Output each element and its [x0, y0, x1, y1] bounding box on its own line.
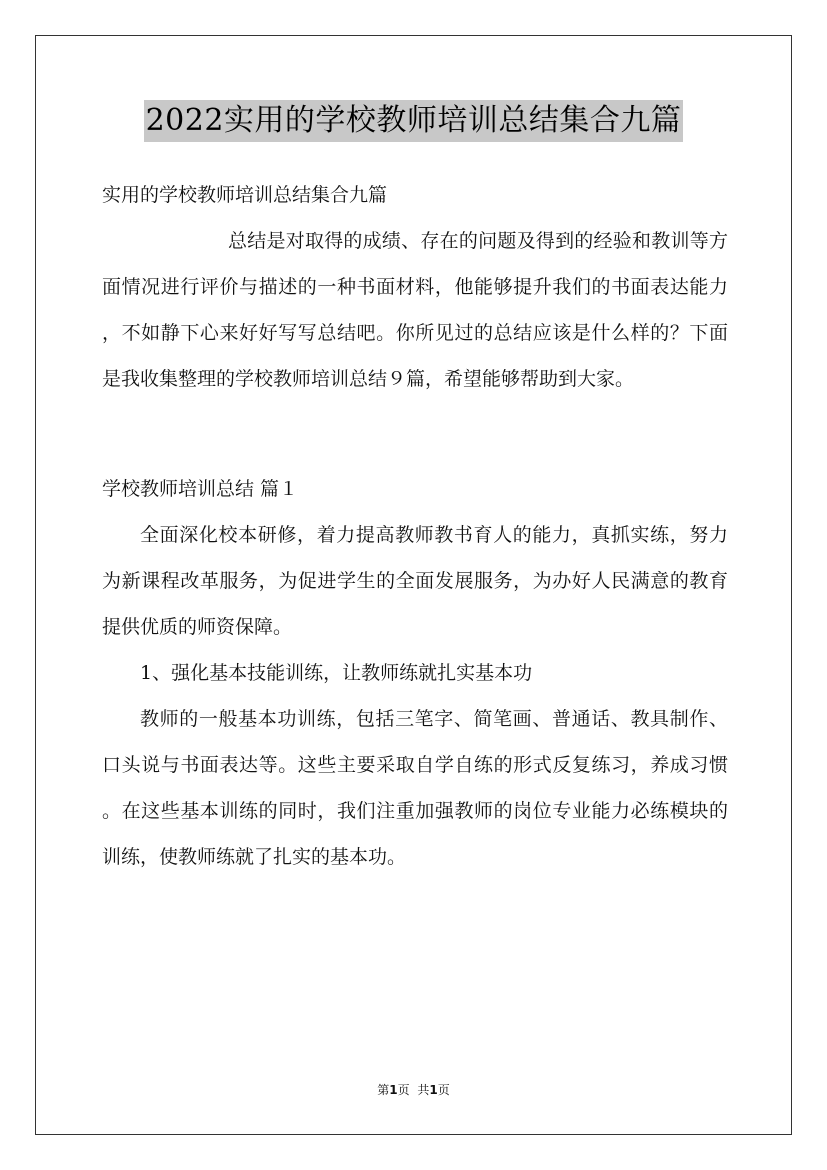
numbered-heading: 1、强化基本技能训练，让教师练就扎实基本功 [140, 662, 533, 684]
section-spacer [102, 402, 728, 466]
footer-total-number: 1 [429, 1083, 438, 1097]
page-footer [0, 1082, 827, 1098]
footer-total-suffix: 页 [437, 1083, 450, 1097]
footer-page-prefix: 第 [377, 1083, 390, 1097]
footer-total-prefix: 共 [417, 1083, 430, 1097]
body-paragraph: 教师的一般基本功训练，包括三笔字、简笔画、普通话、教具制作、口头说与书面表达等。这些主要采取自学自练的形式反复练习，养成习惯。在这些基本训练的同时，我们注重加强教师的岗位专业能力必练模块的训练，使教师练就了扎实的基本功。 [102, 708, 728, 868]
footer-page-number: 1 [389, 1083, 398, 1097]
document-subtitle: 实用的学校教师培训总结集合九篇 [102, 184, 388, 206]
footer-page-suffix: 页 [397, 1083, 410, 1097]
title-area [0, 100, 827, 142]
intro-paragraph: 总结是对取得的成绩、存在的问题及得到的经验和教训等方面情况进行评价与描述的一种书面材料，他能够提升我们的书面表达能力，不如静下心来好好写写总结吧。你所见过的总结应该是什么样的？下面是我收集整理的学校教师培训总结９篇，希望能够帮助到大家。 [102, 230, 728, 390]
body-paragraph: 全面深化校本研修，着力提高教师教书育人的能力，真抓实练，努力为新课程改革服务，为促进学生的全面发展服务，为办好人民满意的教育提供优质的师资保障。 [102, 524, 728, 638]
section-heading: 学校教师培训总结 篇１ [102, 478, 299, 500]
document-title: 2022实用的学校教师培训总结集合九篇 [144, 100, 684, 142]
document-body [102, 172, 728, 880]
